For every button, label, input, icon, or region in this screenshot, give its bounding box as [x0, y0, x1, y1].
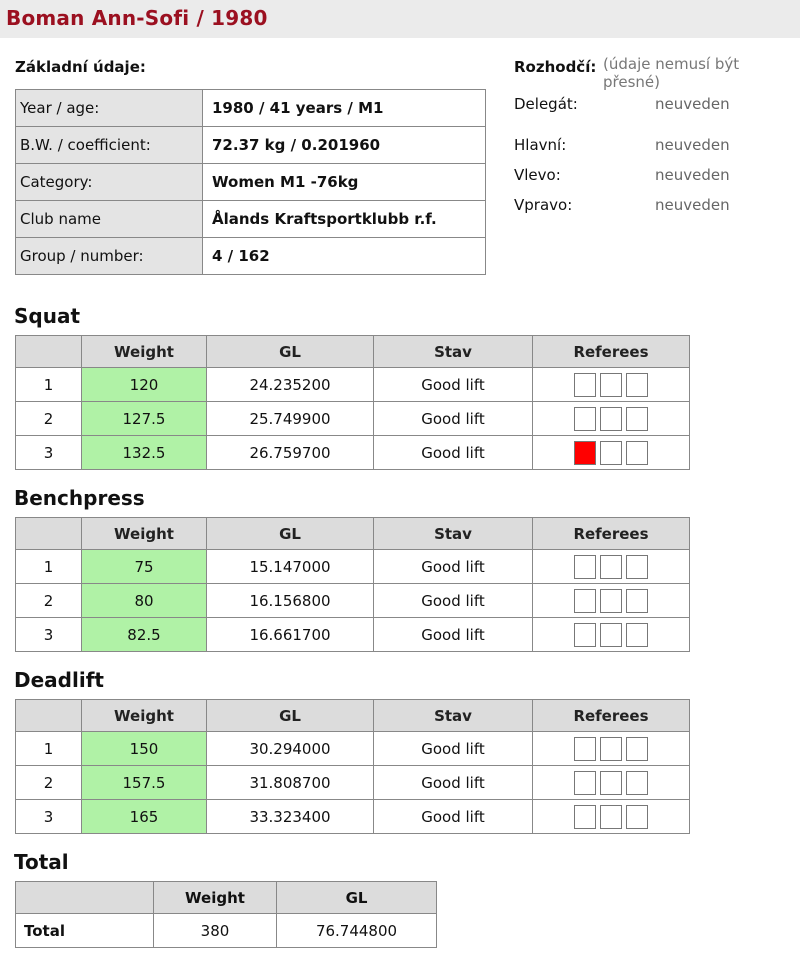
referee-light-white — [574, 407, 596, 431]
referees-header: Referees — [533, 700, 690, 732]
attempt-gl: 16.661700 — [207, 618, 374, 652]
attempt-gl: 16.156800 — [207, 584, 374, 618]
deadlift-heading: Deadlift — [14, 668, 104, 692]
basic-info-label: Základní údaje: — [15, 58, 146, 76]
total-heading: Total — [14, 850, 69, 874]
referee-light-white — [574, 555, 596, 579]
attempt-row — [16, 402, 690, 436]
referee-light-white — [626, 771, 648, 795]
info-value: 4 / 162 — [203, 238, 486, 275]
attempt-weight: 157.5 — [82, 766, 207, 800]
weight-header: Weight — [82, 336, 207, 368]
referee-light-white — [574, 805, 596, 829]
referee-light-white — [574, 373, 596, 397]
attempt-status: Good lift — [374, 402, 533, 436]
total-label: Total — [16, 914, 154, 948]
referee-row — [514, 166, 730, 184]
referees-header: Referees — [533, 518, 690, 550]
referee-role: Delegát: — [514, 95, 578, 113]
title-bar — [0, 0, 800, 38]
attempt-number: 1 — [16, 550, 82, 584]
attempt-header — [16, 336, 82, 368]
referee-light-white — [574, 623, 596, 647]
referee-name: neuveden — [655, 136, 730, 154]
referee-name: neuveden — [655, 95, 730, 113]
referee-lights — [533, 550, 690, 584]
referee-light-white — [600, 589, 622, 613]
info-key: Year / age: — [16, 90, 203, 127]
referee-name: neuveden — [655, 196, 730, 214]
referee-lights — [533, 618, 690, 652]
info-row — [16, 201, 486, 238]
referee-light-white — [600, 737, 622, 761]
lift-header-row — [16, 336, 690, 368]
referee-light-white — [626, 555, 648, 579]
referee-light-white — [600, 373, 622, 397]
lift-header-row — [16, 700, 690, 732]
attempt-row — [16, 436, 690, 470]
total-row — [16, 914, 437, 948]
attempt-gl: 26.759700 — [207, 436, 374, 470]
info-key: Group / number: — [16, 238, 203, 275]
referee-light-white — [600, 623, 622, 647]
info-value: Women M1 -76kg — [203, 164, 486, 201]
total-weight-header: Weight — [154, 882, 277, 914]
referee-light-white — [600, 407, 622, 431]
attempt-header — [16, 518, 82, 550]
info-row — [16, 238, 486, 275]
referee-light-white — [626, 407, 648, 431]
stav-header: Stav — [374, 518, 533, 550]
referee-role: Vlevo: — [514, 166, 561, 184]
attempt-weight: 132.5 — [82, 436, 207, 470]
stav-header: Stav — [374, 700, 533, 732]
info-row — [16, 90, 486, 127]
weight-header: Weight — [82, 518, 207, 550]
referee-light-white — [626, 737, 648, 761]
attempt-row — [16, 618, 690, 652]
attempt-weight: 82.5 — [82, 618, 207, 652]
attempt-row — [16, 800, 690, 834]
attempt-weight: 150 — [82, 732, 207, 766]
info-key: B.W. / coefficient: — [16, 127, 203, 164]
info-value: Ålands Kraftsportklubb r.f. — [203, 201, 486, 238]
attempt-gl: 33.323400 — [207, 800, 374, 834]
referee-name: neuveden — [655, 166, 730, 184]
total-gl-header: GL — [277, 882, 437, 914]
attempt-number: 1 — [16, 368, 82, 402]
referee-row — [514, 136, 730, 154]
info-key: Category: — [16, 164, 203, 201]
referee-light-red — [574, 441, 596, 465]
basic-info-table — [15, 89, 486, 275]
gl-header: GL — [207, 336, 374, 368]
squat-table — [15, 335, 690, 470]
referee-light-white — [626, 623, 648, 647]
attempt-row — [16, 550, 690, 584]
attempt-gl: 15.147000 — [207, 550, 374, 584]
gl-header: GL — [207, 700, 374, 732]
total-weight: 380 — [154, 914, 277, 948]
page-title: Boman Ann-Sofi / 1980 — [6, 6, 268, 30]
referee-lights — [533, 368, 690, 402]
attempt-weight: 75 — [82, 550, 207, 584]
info-value: 1980 / 41 years / M1 — [203, 90, 486, 127]
referee-role: Vpravo: — [514, 196, 573, 214]
attempt-weight: 165 — [82, 800, 207, 834]
referee-lights — [533, 584, 690, 618]
attempt-number: 2 — [16, 766, 82, 800]
referee-light-white — [574, 771, 596, 795]
attempt-number: 3 — [16, 436, 82, 470]
deadlift-table — [15, 699, 690, 834]
benchpress-heading: Benchpress — [14, 486, 145, 510]
attempt-gl: 25.749900 — [207, 402, 374, 436]
attempt-status: Good lift — [374, 550, 533, 584]
referee-light-white — [600, 441, 622, 465]
attempt-status: Good lift — [374, 800, 533, 834]
info-row — [16, 164, 486, 201]
referee-lights — [533, 732, 690, 766]
attempt-status: Good lift — [374, 436, 533, 470]
lift-header-row — [16, 518, 690, 550]
squat-heading: Squat — [14, 304, 81, 328]
stav-header: Stav — [374, 336, 533, 368]
referee-lights — [533, 800, 690, 834]
attempt-status: Good lift — [374, 618, 533, 652]
attempt-gl: 31.808700 — [207, 766, 374, 800]
attempt-weight: 120 — [82, 368, 207, 402]
referee-lights — [533, 402, 690, 436]
referee-lights — [533, 766, 690, 800]
referee-light-white — [600, 555, 622, 579]
referee-light-white — [626, 441, 648, 465]
referee-lights — [533, 436, 690, 470]
referee-light-white — [574, 737, 596, 761]
attempt-number: 3 — [16, 800, 82, 834]
attempt-weight: 80 — [82, 584, 207, 618]
attempt-weight: 127.5 — [82, 402, 207, 436]
attempt-gl: 24.235200 — [207, 368, 374, 402]
referee-light-white — [626, 805, 648, 829]
attempt-gl: 30.294000 — [207, 732, 374, 766]
attempt-row — [16, 368, 690, 402]
referee-light-white — [600, 771, 622, 795]
total-empty-header — [16, 882, 154, 914]
total-header-row — [16, 882, 437, 914]
referees-title: Rozhodčí: — [514, 58, 597, 76]
referee-light-white — [626, 589, 648, 613]
referee-light-white — [626, 373, 648, 397]
attempt-row — [16, 766, 690, 800]
info-value: 72.37 kg / 0.201960 — [203, 127, 486, 164]
benchpress-table — [15, 517, 690, 652]
info-key: Club name — [16, 201, 203, 238]
attempt-status: Good lift — [374, 584, 533, 618]
info-row — [16, 127, 486, 164]
attempt-status: Good lift — [374, 732, 533, 766]
weight-header: Weight — [82, 700, 207, 732]
attempt-status: Good lift — [374, 368, 533, 402]
attempt-row — [16, 732, 690, 766]
referee-light-white — [600, 805, 622, 829]
attempt-status: Good lift — [374, 766, 533, 800]
referee-role: Hlavní: — [514, 136, 567, 154]
attempt-number: 2 — [16, 402, 82, 436]
attempt-number: 1 — [16, 732, 82, 766]
total-table — [15, 881, 437, 948]
referees-header: Referees — [533, 336, 690, 368]
attempt-number: 2 — [16, 584, 82, 618]
referee-row — [514, 95, 730, 113]
referee-row — [514, 196, 730, 214]
total-gl: 76.744800 — [277, 914, 437, 948]
attempt-header — [16, 700, 82, 732]
referees-note: (údaje nemusí být přesné) — [603, 55, 740, 91]
attempt-number: 3 — [16, 618, 82, 652]
gl-header: GL — [207, 518, 374, 550]
referee-light-white — [574, 589, 596, 613]
attempt-row — [16, 584, 690, 618]
